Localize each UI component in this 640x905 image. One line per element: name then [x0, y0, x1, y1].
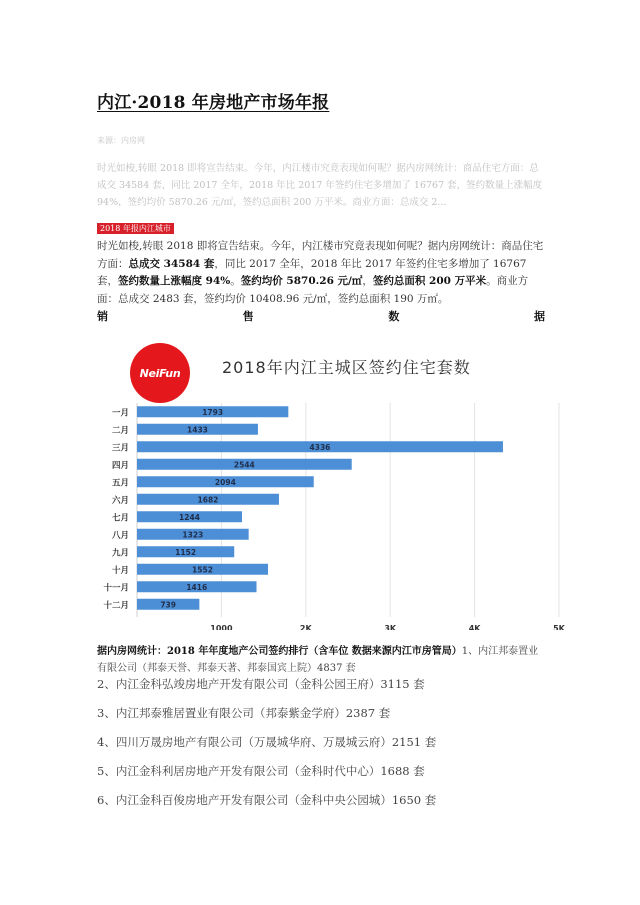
ranking-intro-bold: 据内房网统计：2018 年年度地产公司签约排行（含车位 数据来源内江市房管局）: [97, 646, 462, 657]
data-label: 4336: [309, 442, 331, 452]
ranking-intro: [97, 643, 547, 677]
ranking-item: 3、内江邦泰雅居置业有限公司（邦泰紫金学府）2387 套: [97, 706, 391, 720]
sales-heading-char: 销: [97, 310, 108, 323]
data-label: 1244: [179, 512, 200, 522]
bar-chart: [97, 395, 567, 630]
body-text-3: 。: [230, 275, 241, 287]
category-label: 五月: [111, 478, 129, 489]
body-bold-price: 签约均价 5870.26 元/㎡: [240, 275, 363, 287]
body-bold-growth: 签约数量上涨幅度 94%: [118, 275, 231, 287]
x-tick-label: 1000: [210, 624, 233, 630]
data-label: 1152: [175, 547, 197, 557]
ranking-item: 6、内江金科百俊房地产开发有限公司（金科中央公园城）1650 套: [97, 793, 437, 807]
data-label: 1793: [202, 407, 224, 417]
article-title: 内江·2018 年房地产市场年报: [97, 93, 330, 113]
sales-heading-char: 售: [242, 310, 254, 323]
ranking-item: 4、四川万晟房地产有限公司（万晟城华府、万晟城云府）2151 套: [97, 735, 437, 749]
data-label: 1682: [197, 495, 219, 505]
category-label: 七月: [111, 513, 129, 524]
category-label: 九月: [111, 548, 129, 559]
article-tag: 2018 年报内江城市: [97, 223, 174, 234]
data-label: 1416: [186, 582, 208, 592]
article-source: 来源：内房网: [97, 136, 145, 145]
category-label: 三月: [111, 443, 129, 454]
body-text-4: ，: [362, 275, 373, 287]
body-bold-area: 签约总面积 200 万平米: [372, 275, 487, 287]
data-label: 739: [160, 600, 177, 610]
body-text-5: 。商业方面：总成交 2483 套，签约均价 10408.96 元/㎡，签约总面积 190 万㎡。: [97, 275, 529, 305]
data-label: 2094: [214, 477, 236, 487]
sales-heading-char: 据: [533, 310, 545, 323]
article-body: [97, 238, 547, 308]
ranking-item: 5、内江金科利居房地产开发有限公司（金科时代中心）1688 套: [97, 764, 425, 778]
data-label: 1433: [187, 425, 208, 435]
body-bold-total: 总成交 34584 套: [128, 257, 215, 270]
logo-text: NeiFun: [139, 366, 181, 380]
x-tick-label: 4K: [468, 624, 481, 630]
sales-heading-char: 数: [388, 310, 400, 323]
body-text-1: 时光如梭,转眼 2018 即将宣告结束。今年，内江楼市究竟表现如何呢？据内房网统计：商品住宅方面：: [97, 240, 544, 270]
data-label: 1323: [182, 530, 204, 540]
x-tick-label: 2K: [299, 624, 312, 630]
category-label: 十月: [111, 565, 129, 576]
category-label: 二月: [111, 425, 129, 436]
ranking-list: [97, 676, 436, 821]
category-label: 四月: [111, 460, 129, 471]
category-label: 一月: [111, 408, 129, 419]
neifun-logo: [130, 343, 190, 403]
data-label: 2544: [233, 460, 255, 470]
sales-data-heading: [97, 308, 545, 324]
ranking-item-1: 1、内江邦泰置业有限公司（邦泰天誉、邦泰天著、邦泰国宾上院）4837 套: [97, 646, 539, 674]
body-text-2: ，同比 2017 全年，2018 年比 2017 年签约住宅多增加了 16767 套，: [97, 257, 527, 287]
article-summary: 时光如梭,转眼 2018 即将宣告结束。今年，内江楼市究竟表现如何呢？据内房网统计：商品住宅方面：总成交 34584 套，同比 2017 全年，2018 年比 2017 年签约住宅多增加了 16767 套，签约数量上涨幅度 94%，签约均价 5870.26 元/㎡，签约总面积 200 万平米。商业方面：总成交 2...: [97, 163, 543, 208]
data-label: 1552: [192, 565, 213, 575]
category-label: 六月: [111, 495, 129, 506]
x-tick-label: 5K: [553, 624, 565, 630]
x-tick-label: 3K: [384, 624, 397, 630]
category-label: 十二月: [103, 600, 129, 611]
ranking-item: 2、内江金科弘竣房地产开发有限公司（金科公园王府）3115 套: [97, 677, 425, 691]
category-label: 八月: [111, 530, 129, 541]
category-label: 十一月: [103, 583, 129, 594]
chart-image: [97, 335, 567, 635]
chart-title: 2018年内江主城区签约住宅套数: [222, 358, 471, 377]
